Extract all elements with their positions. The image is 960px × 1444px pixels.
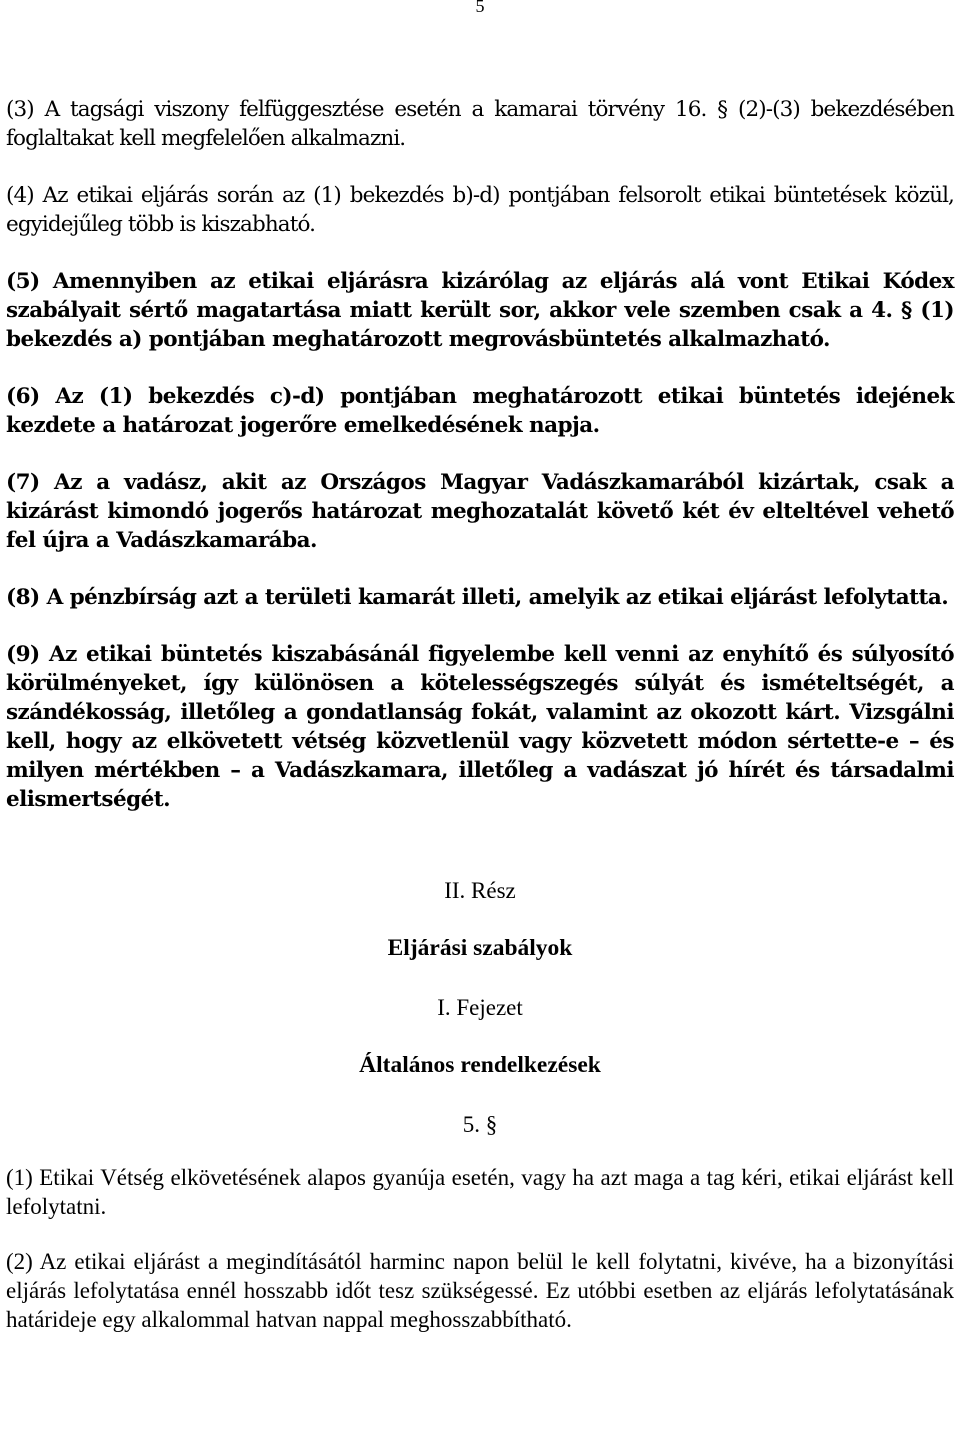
section-headings — [6, 876, 954, 1139]
paragraph-7: (7) Az a vadász, akit az Országos Magyar Vadászkamarából kizártak, csak a kizárást kimondó jogerős határozat meghozatalát követő két év elteltével vehető fel újra a Vadászkamarába. — [6, 470, 954, 553]
document-body — [6, 95, 954, 1334]
page-number: 5 — [475, 0, 485, 16]
paragraph-3: (3) A tagsági viszony felfüggesztése esetén a kamarai törvény 16. § (2)-(3) bekezdésében foglaltakat kell megfelelően alkalmazni. — [6, 97, 954, 151]
section-number: 5. § — [462, 1112, 498, 1137]
section-5-paragraph-2: (2) Az etikai eljárást a megindításától harminc napon belül le kell folytatni, kivéve, ha a bizonyítási eljárás lefolytatása ennél hosszabb időt tesz szükségessé. Ez utóbbi esetben az eljárás lefolytatásának határideje egy alkalommal hatvan nappal meghosszabbítható. — [6, 1249, 954, 1332]
paragraph-9: (9) Az etikai büntetés kiszabásánál figyelembe kell venni az enyhítő és súlyosító körülményeket, így különösen a kötelességszegés súlyát és ismételtségét, a szándékosság, illetőleg a gondatlanság fokát, valamint az okozott kárt. Vizsgálni kell, hogy az elkövetett vétség közvetlenül vagy közvetett módon sértette-e – és milyen mértékben – a Vadászkamara, illetőleg a vadászat jó hírét és társadalmi elismertségét. — [6, 642, 954, 812]
section-5-paragraph-1: (1) Etikai Vétség elkövetésének alapos gyanúja esetén, vagy ha azt maga a tag kéri, etikai eljárást kell lefolytatni. — [6, 1165, 954, 1219]
part-title: Eljárási szabályok — [387, 935, 573, 961]
paragraph-6: (6) Az (1) bekezdés c)-d) pontjában meghatározott etikai büntetés idejének kezdete a határozat jogerőre emelkedésének napja. — [6, 384, 954, 438]
paragraph-5: (5) Amennyiben az etikai eljárásra kizárólag az eljárás alá vont Etikai Kódex szabályait sértő magatartása miatt került sor, akkor vele szemben csak a 4. § (1) bekezdés a) pontjában meghatározott megrovásbüntetés alkalmazható. — [6, 269, 954, 352]
part-heading: II. Rész — [444, 878, 516, 903]
paragraph-8: (8) A pénzbírság azt a területi kamarát illeti, amelyik az etikai eljárást lefolytatta. — [6, 585, 949, 610]
section-5-body — [6, 1163, 954, 1334]
chapter-title: Általános rendelkezések — [359, 1052, 601, 1078]
chapter-heading: I. Fejezet — [437, 995, 523, 1020]
paragraph-4: (4) Az etikai eljárás során az (1) bekezdés b)-d) pontjában felsorolt etikai büntetések közül, egyidejűleg több is kiszabható. — [6, 183, 954, 237]
